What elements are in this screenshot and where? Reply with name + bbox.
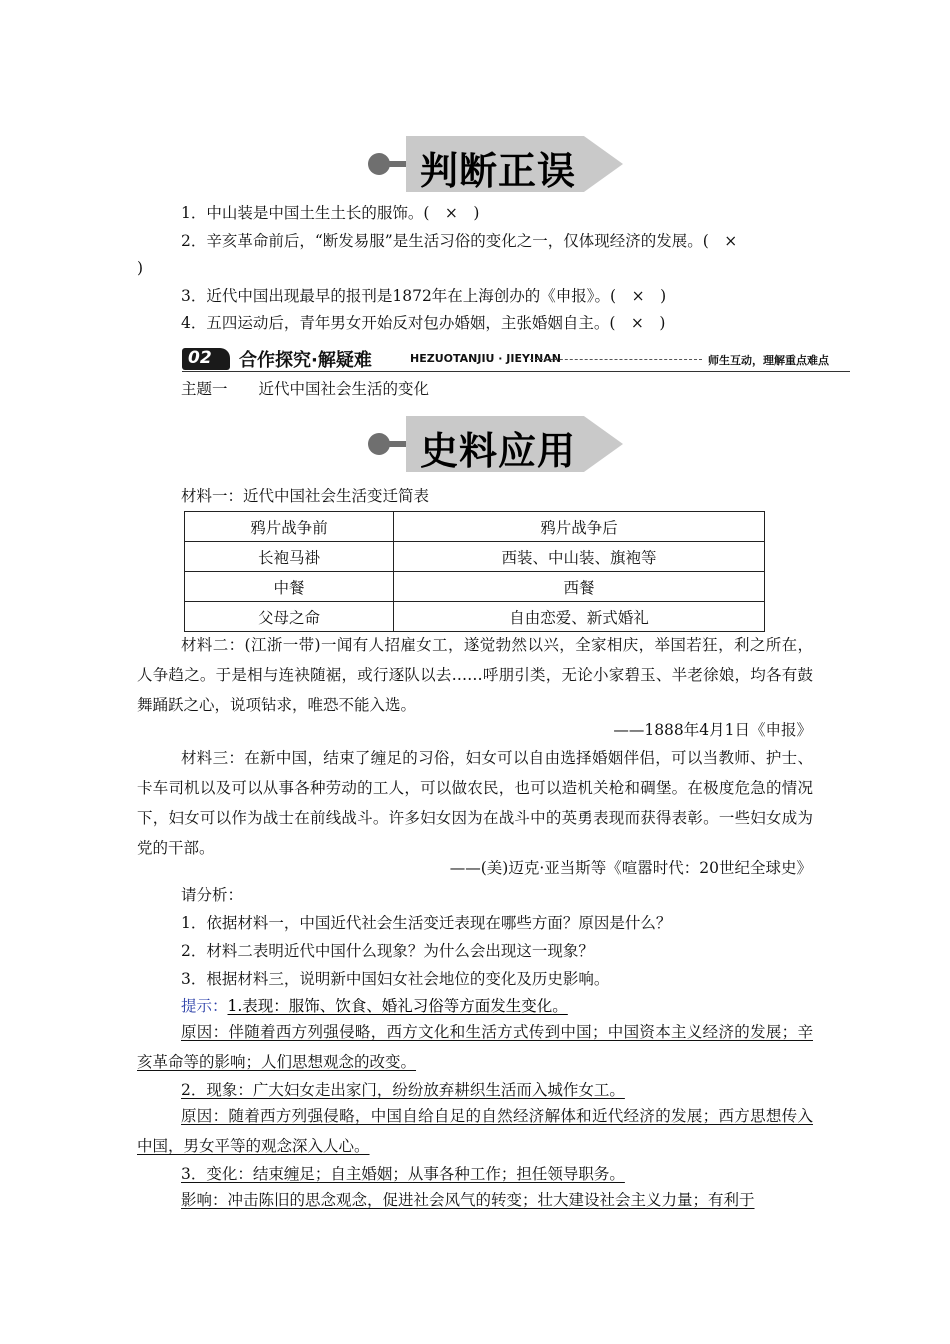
section-pinyin: HEZUOTANJIU · JIEYINAN [410, 352, 561, 365]
answer-1-reason: 原因：伴随着西方列强侵略，西方文化和生活方式传到中国；中国资本主义经济的发展；辛亥革命等的影响；人们思想观念的改变。 [137, 1023, 813, 1071]
question-2: 2．材料二表明近代中国什么现象？为什么会出现这一现象？ [181, 942, 594, 960]
banner-judge [368, 136, 623, 192]
section-number: 02 [188, 348, 212, 368]
banner-title: 史料应用 [419, 429, 576, 473]
question-3: 3．根据材料三，说明新中国妇女社会地位的变化及历史影响。 [181, 970, 610, 988]
material3-text: 材料三：在新中国，结束了缠足的习俗，妇女可以自由选择婚姻伴侣，可以当教师、护士、卡车司机以及可以从事各种劳动的工人，可以做农民，也可以造机关枪和碉堡。在极度危急的情况下，妇女可以作为战士在前线战斗。许多妇女因为在战斗中的英勇表现而获得表彰。一些妇女成为党的干部。 [137, 749, 813, 857]
judge-item-4: 4．五四运动后，青年男女开始反对包办婚姻，主张婚姻自主。( × ) [181, 314, 666, 332]
answer-3: 3．变化：结束缠足；自主婚姻；从事各种工作；担任领导职务。 [181, 1165, 625, 1183]
section-header [182, 346, 850, 374]
material1-table [184, 511, 765, 632]
table-cell: 西餐 [394, 572, 765, 602]
judge-item-2-cont: ) [137, 259, 144, 277]
table-header-row [185, 512, 765, 542]
answer-2: 2．现象：广大妇女走出家门，纷纷放弃耕织生活而入城作女工。 [181, 1081, 625, 1099]
questions-intro: 请分析： [181, 886, 244, 904]
table-header-cell: 鸦片战争后 [394, 512, 765, 542]
table-cell: 父母之命 [185, 602, 394, 632]
table-row [185, 542, 765, 572]
question-1: 1．依据材料一，中国近代社会生活变迁表现在哪些方面？原因是什么？ [181, 914, 672, 932]
answer-3-effect: 影响：冲击陈旧的思念观念，促进社会风气的转变；壮大建设社会主义力量；有利于 [181, 1191, 755, 1209]
material3-source: ——(美)迈克·亚当斯等《喧嚣时代：20世纪全球史》 [449, 859, 812, 877]
table-cell: 自由恋爱、新式婚礼 [394, 602, 765, 632]
answer-1 [181, 996, 568, 1016]
judge-item-3: 3．近代中国出现最早的报刊是1872年在上海创办的《申报》。( × ) [181, 287, 667, 305]
banner-title: 判断正误 [419, 149, 576, 193]
bullet-dot-icon [368, 153, 390, 175]
table-header-cell: 鸦片战争前 [185, 512, 394, 542]
table-cell: 西装、中山装、旗袍等 [394, 542, 765, 572]
table-row [185, 602, 765, 632]
section-tagline: 师生互动，理解重点难点 [708, 354, 829, 367]
material1-caption: 材料一：近代中国社会生活变迁简表 [181, 487, 430, 505]
material2-source: ——1888年4月1日《申报》 [613, 721, 812, 739]
material2-text: 材料二：(江浙一带)一闻有人招雇女工，遂觉勃然以兴，全家相庆，举国若狂，利之所在，人争趋之。于是相与连袂随裾，或行逐队以去……呼朋引类，无论小家碧玉、半老徐娘，均各有鼓舞踊跃之心，说项钻求，唯恐不能入选。 [137, 636, 813, 714]
answer-1-text: 1.表现：服饰、饮食、婚礼习俗等方面发生变化。 [227, 997, 568, 1015]
hint-label: 提示： [181, 997, 228, 1015]
table-cell: 中餐 [185, 572, 394, 602]
judge-item-2: 2．辛亥革命前后，“断发易服”是生活习俗的变化之一，仅体现经济的发展。( × [181, 232, 738, 250]
banner-source [368, 416, 623, 472]
bullet-dot-icon [368, 433, 390, 455]
table-cell: 长袍马褂 [185, 542, 394, 572]
topic-title: 主题一 近代中国社会生活的变化 [181, 380, 430, 398]
judge-item-1: 1．中山装是中国土生土长的服饰。( × ) [181, 204, 480, 222]
table-row [185, 572, 765, 602]
section-title: 合作探究·解疑难 [239, 350, 372, 371]
answer-2-reason: 原因：随着西方列强侵略，中国自给自足的自然经济解体和近代经济的发展；西方思想传入中国，男女平等的观念深入人心。 [137, 1107, 813, 1155]
